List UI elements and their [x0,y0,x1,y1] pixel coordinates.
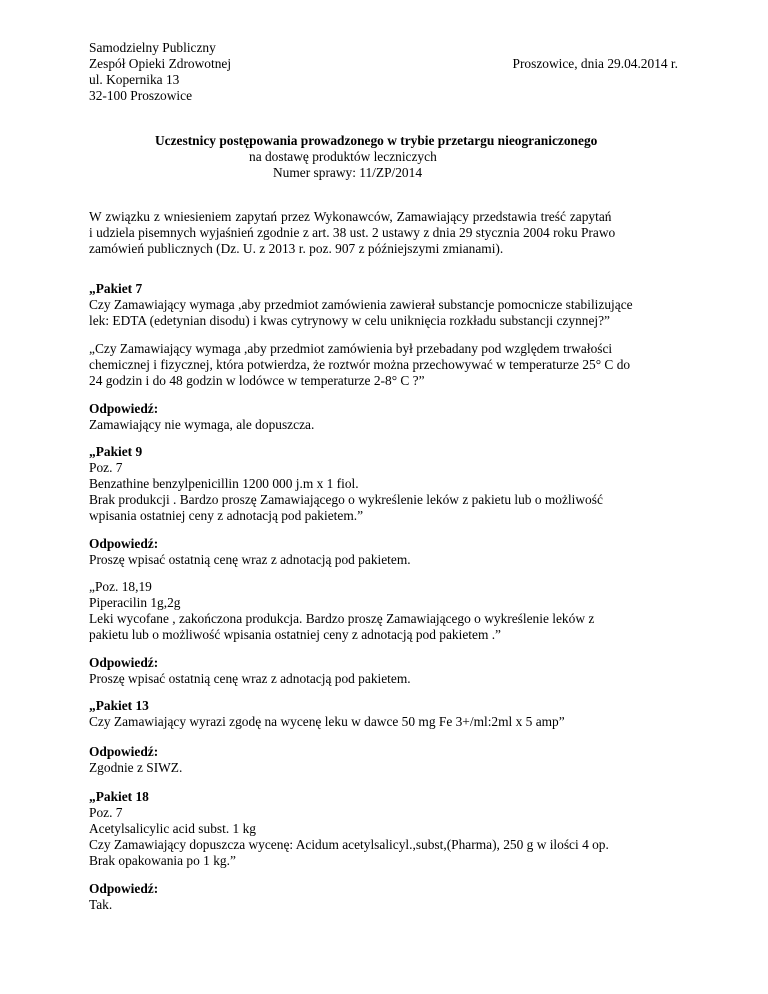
sender-line-4: 32-100 Proszowice [89,88,193,103]
heading-line-3: Numer sprawy: 11/ZP/2014 [273,165,423,180]
intro-line: W związku z wniesieniem zapytań przez Wykonawców, Zamawiający przedstawia treść zapytań [89,209,612,224]
pakiet-9-question-1 [89,460,679,524]
pakiet-7-title: „Pakiet 7 [89,281,143,296]
pakiet-18-answer-label: Odpowiedź: [89,881,159,896]
intro-line: i udziela pisemnych wyjaśnień zgodnie z art. 38 ust. 2 ustawy z dnia 29 stycznia 2004 roku Prawo [89,225,616,240]
pakiet-18-title: „Pakiet 18 [89,789,149,804]
pakiet-18-answer: Tak. [89,897,113,912]
pakiet-9-answer-1: Proszę wpisać ostatnią cenę wraz z adnotacją pod pakietem. [89,552,411,567]
question-line: Benzathine benzylpenicillin 1200 000 j.m x 1 fiol. [89,476,359,491]
question-line: Czy Zamawiający wymaga ,aby przedmiot zamówienia zawierał substancje pomocnicze stabilizujące [89,297,633,312]
question-line: pakietu lub o możliwość wpisania ostatniej ceny z adnotacją pod pakietem .” [89,627,502,642]
sender-line-3: ul. Kopernika 13 [89,72,180,87]
intro-paragraph [89,209,679,257]
pakiet-7-question-1 [89,297,679,329]
question-line: 24 godzin i do 48 godzin w lodówce w temperaturze 2-8° C ?” [89,373,425,388]
question-line: Poz. 7 [89,460,123,475]
pakiet-7-answer: Zamawiający nie wymaga, ale dopuszcza. [89,417,315,432]
heading-line-2: na dostawę produktów leczniczych [249,149,437,164]
pakiet-13-answer-label: Odpowiedź: [89,744,159,759]
question-line: Leki wycofane , zakończona produkcja. Bardzo proszę Zamawiającego o wykreślenie leków z [89,611,595,626]
question-line: Acetylsalicylic acid subst. 1 kg [89,821,256,836]
question-line: Brak opakowania po 1 kg.” [89,853,236,868]
question-line: Piperacilin 1g,2g [89,595,181,610]
pakiet-13-question: Czy Zamawiający wyrazi zgodę na wycenę leku w dawce 50 mg Fe 3+/ml:2ml x 5 amp” [89,714,565,729]
pakiet-7-answer-label: Odpowiedź: [89,401,159,416]
pakiet-9-answer-label-1: Odpowiedź: [89,536,159,551]
question-line: „Poz. 18,19 [89,579,152,594]
pakiet-9-answer-label-2: Odpowiedź: [89,655,159,670]
question-line: wpisania ostatniej ceny z adnotacją pod pakietem.” [89,508,364,523]
pakiet-18-question [89,805,679,869]
date-line: Proszowice, dnia 29.04.2014 r. [512,56,678,71]
sender-line-2: Zespół Opieki Zdrowotnej [89,56,232,71]
heading-line-1: Uczestnicy postępowania prowadzonego w trybie przetargu nieograniczonego [155,133,598,148]
question-line: lek: EDTA (edetynian disodu) i kwas cytrynowy w celu uniknięcia rozkładu substancji czynnej?” [89,313,611,328]
pakiet-9-question-2 [89,579,679,643]
sender-line-1: Samodzielny Publiczny [89,40,216,55]
pakiet-13-title: „Pakiet 13 [89,698,149,713]
question-line: „Czy Zamawiający wymaga ,aby przedmiot zamówienia był przebadany pod względem trwałości [89,341,613,356]
question-line: Poz. 7 [89,805,123,820]
pakiet-13-answer: Zgodnie z SIWZ. [89,760,183,775]
question-line: chemicznej i fizycznej, która potwierdza, że roztwór można przechowywać w temperaturze 25° C do [89,357,631,372]
question-line: Czy Zamawiający dopuszcza wycenę: Acidum acetylsalicyl.,subst,(Pharma), 250 g w ilości 4 op. [89,837,609,852]
intro-line: zamówień publicznych (Dz. U. z 2013 r. poz. 907 z późniejszymi zmianami). [89,241,504,256]
pakiet-9-answer-2: Proszę wpisać ostatnią cenę wraz z adnotacją pod pakietem. [89,671,411,686]
pakiet-7-question-2 [89,341,679,389]
question-line: Brak produkcji . Bardzo proszę Zamawiającego o wykreślenie leków z pakietu lub o możliwość [89,492,603,507]
pakiet-9-title: „Pakiet 9 [89,444,143,459]
